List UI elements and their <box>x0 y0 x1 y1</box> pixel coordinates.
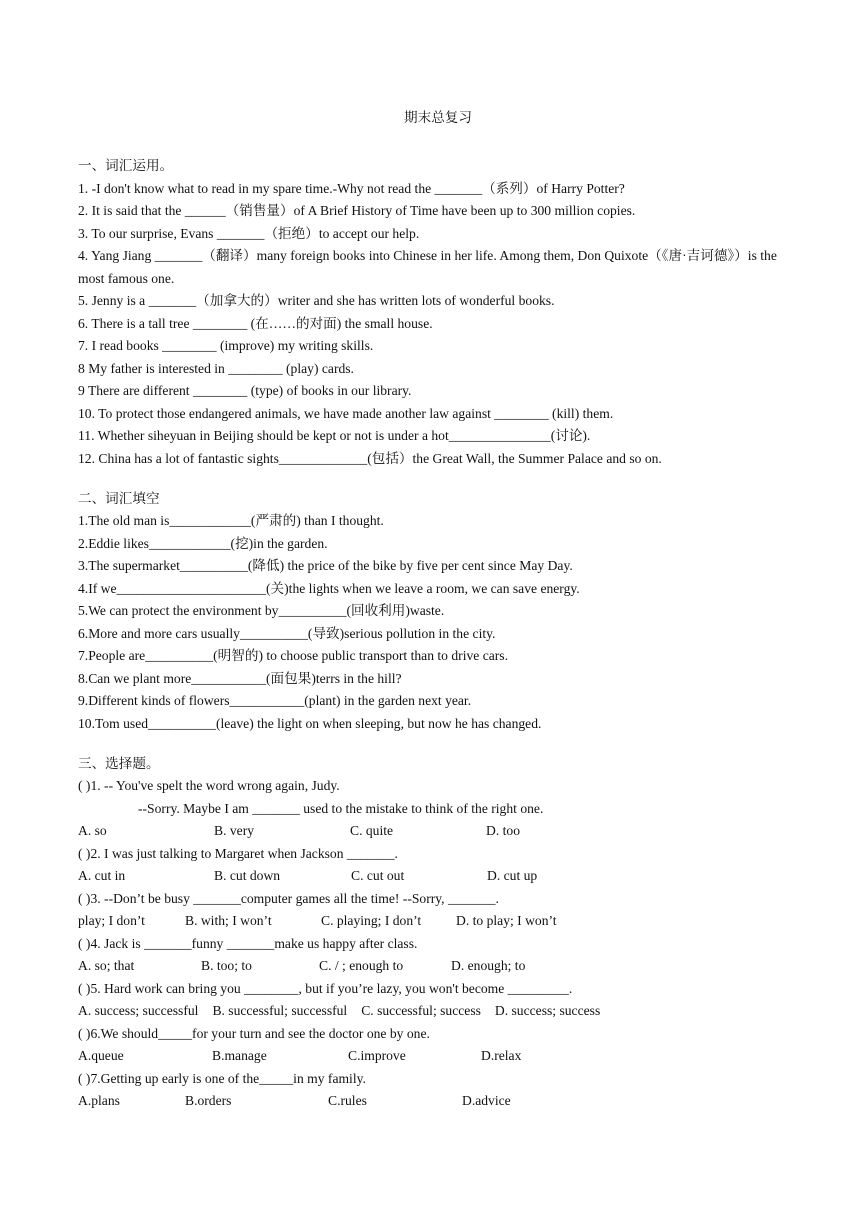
question-10: 10. To protect those endangered animals, we have made another law against ________ (kill) them. <box>78 405 614 421</box>
choice-options-7 <box>78 1090 798 1113</box>
question-4: 4.If we______________________(关)the lights when we leave a room, we can save energy. <box>78 580 580 596</box>
option-d: D. too <box>486 823 520 838</box>
section-heading: 三、选择题。 <box>78 755 160 771</box>
choice-question-1: ( )1. -- You've spelt the word wrong again, Judy. <box>78 778 340 793</box>
question-5: 5. Jenny is a _______（加拿大的）writer and she has written lots of wonderful books. <box>78 293 555 308</box>
option-a: A.queue <box>78 1048 124 1063</box>
question-7: 7. I read books ________ (improve) my writing skills. <box>78 338 374 353</box>
question-5: 5.We can protect the environment by__________(回收利用)waste. <box>78 603 445 618</box>
question-12: 12. China has a lot of fantastic sights_____________(包括）the Great Wall, the Summer Palace and so on. <box>78 450 662 466</box>
option-a: A.plans <box>78 1093 120 1108</box>
option-b: B.orders <box>185 1093 232 1108</box>
choice-options-5 <box>78 1000 798 1023</box>
option-d: D. cut up <box>487 868 538 883</box>
option-b: B. too; to <box>201 958 252 973</box>
option-a: play; I don’t <box>78 913 145 928</box>
choice-question-4: ( )4. Jack is _______funny _______make us happy after class. <box>78 935 418 951</box>
option-d: D. enough; to <box>451 958 526 973</box>
option-c: C. playing; I don’t <box>321 913 422 928</box>
choice-options-2 <box>78 865 798 888</box>
option-d: D.relax <box>481 1048 522 1063</box>
choice-question-3: ( )3. --Don’t be busy _______computer games all the time! --Sorry, _______. <box>78 890 499 906</box>
section-heading: 二、词汇填空 <box>78 490 160 506</box>
option-c: C. / ; enough to <box>319 958 404 973</box>
option-a: A. success; successful <box>78 1003 199 1018</box>
choice-options-3 <box>78 910 798 933</box>
option-c: C. cut out <box>351 868 405 883</box>
option-a: A. cut in <box>78 868 126 883</box>
option-c: C. successful; success <box>361 1003 481 1018</box>
section-heading: 一、词汇运用。 <box>78 158 174 173</box>
question-2: 2. It is said that the ______（销售量）of A Brief History of Time have been up to 300 million copies. <box>78 203 636 218</box>
question-1: 1. -I don't know what to read in my spare time.-Why not read the _______（系列）of Harry Potter? <box>78 180 625 196</box>
option-b: B. with; I won’t <box>185 913 272 928</box>
choice-question-6: ( )6.We should_____for your turn and see the doctor one by one. <box>78 1025 430 1041</box>
question-7: 7.People are__________(明智的) to choose public transport than to drive cars. <box>78 648 508 663</box>
question-1: 1.The old man is____________(严肃的) than I thought. <box>78 513 384 528</box>
option-d: D.advice <box>462 1093 511 1108</box>
question-6: 6. There is a tall tree ________ (在……的对面) the small house. <box>78 315 433 331</box>
option-b: B. successful; successful <box>212 1003 348 1018</box>
option-a: A. so; that <box>78 958 135 973</box>
choice-question-1-reply: --Sorry. Maybe I am _______ used to the mistake to think of the right one. <box>138 800 544 816</box>
page-title: 期末总复习 <box>404 110 472 125</box>
option-d: D. success; success <box>494 1003 601 1018</box>
option-c: C.rules <box>328 1093 367 1108</box>
question-8: 8.Can we plant more___________(面包果)terrs in the hill? <box>78 670 402 686</box>
question-3: 3.The supermarket__________(降低) the price of the bike by five per cent since May Day. <box>78 558 573 573</box>
option-c: C. quite <box>350 823 394 838</box>
worksheet-page <box>78 100 798 1113</box>
question-8: 8 My father is interested in ________ (play) cards. <box>78 360 354 376</box>
choice-question-2: ( )2. I was just talking to Margaret when Jackson _______. <box>78 845 398 861</box>
option-a: A. so <box>78 823 107 838</box>
option-c: C.improve <box>348 1048 406 1063</box>
question-3: 3. To our surprise, Evans _______（拒绝）to accept our help. <box>78 225 420 241</box>
question-10: 10.Tom used__________(leave) the light on when sleeping, but now he has changed. <box>78 715 542 731</box>
question-11: 11. Whether siheyuan in Beijing should be kept or not is under a hot_______________(讨论). <box>78 428 591 443</box>
choice-options-1 <box>78 820 798 843</box>
question-4: 4. Yang Jiang _______（翻译）many foreign books into Chinese in her life. Among them, Don Quixote（《唐·吉诃德》）is the most famous one. <box>78 248 777 286</box>
choice-options-6 <box>78 1045 798 1068</box>
question-9: 9 There are different ________ (type) of books in our library. <box>78 383 412 398</box>
question-9: 9.Different kinds of flowers___________(plant) in the garden next year. <box>78 693 472 708</box>
choice-question-7: ( )7.Getting up early is one of the_____in my family. <box>78 1070 366 1086</box>
option-d: D. to play; I won’t <box>456 913 557 928</box>
question-6: 6.More and more cars usually__________(导致)serious pollution in the city. <box>78 625 496 641</box>
choice-options-4 <box>78 955 798 978</box>
choice-question-5: ( )5. Hard work can bring you ________, but if you’re lazy, you won't become _________. <box>78 980 573 996</box>
option-b: B. cut down <box>214 868 281 883</box>
option-b: B. very <box>214 823 255 838</box>
option-b: B.manage <box>212 1048 267 1063</box>
question-2: 2.Eddie likes____________(挖)in the garden. <box>78 535 328 551</box>
